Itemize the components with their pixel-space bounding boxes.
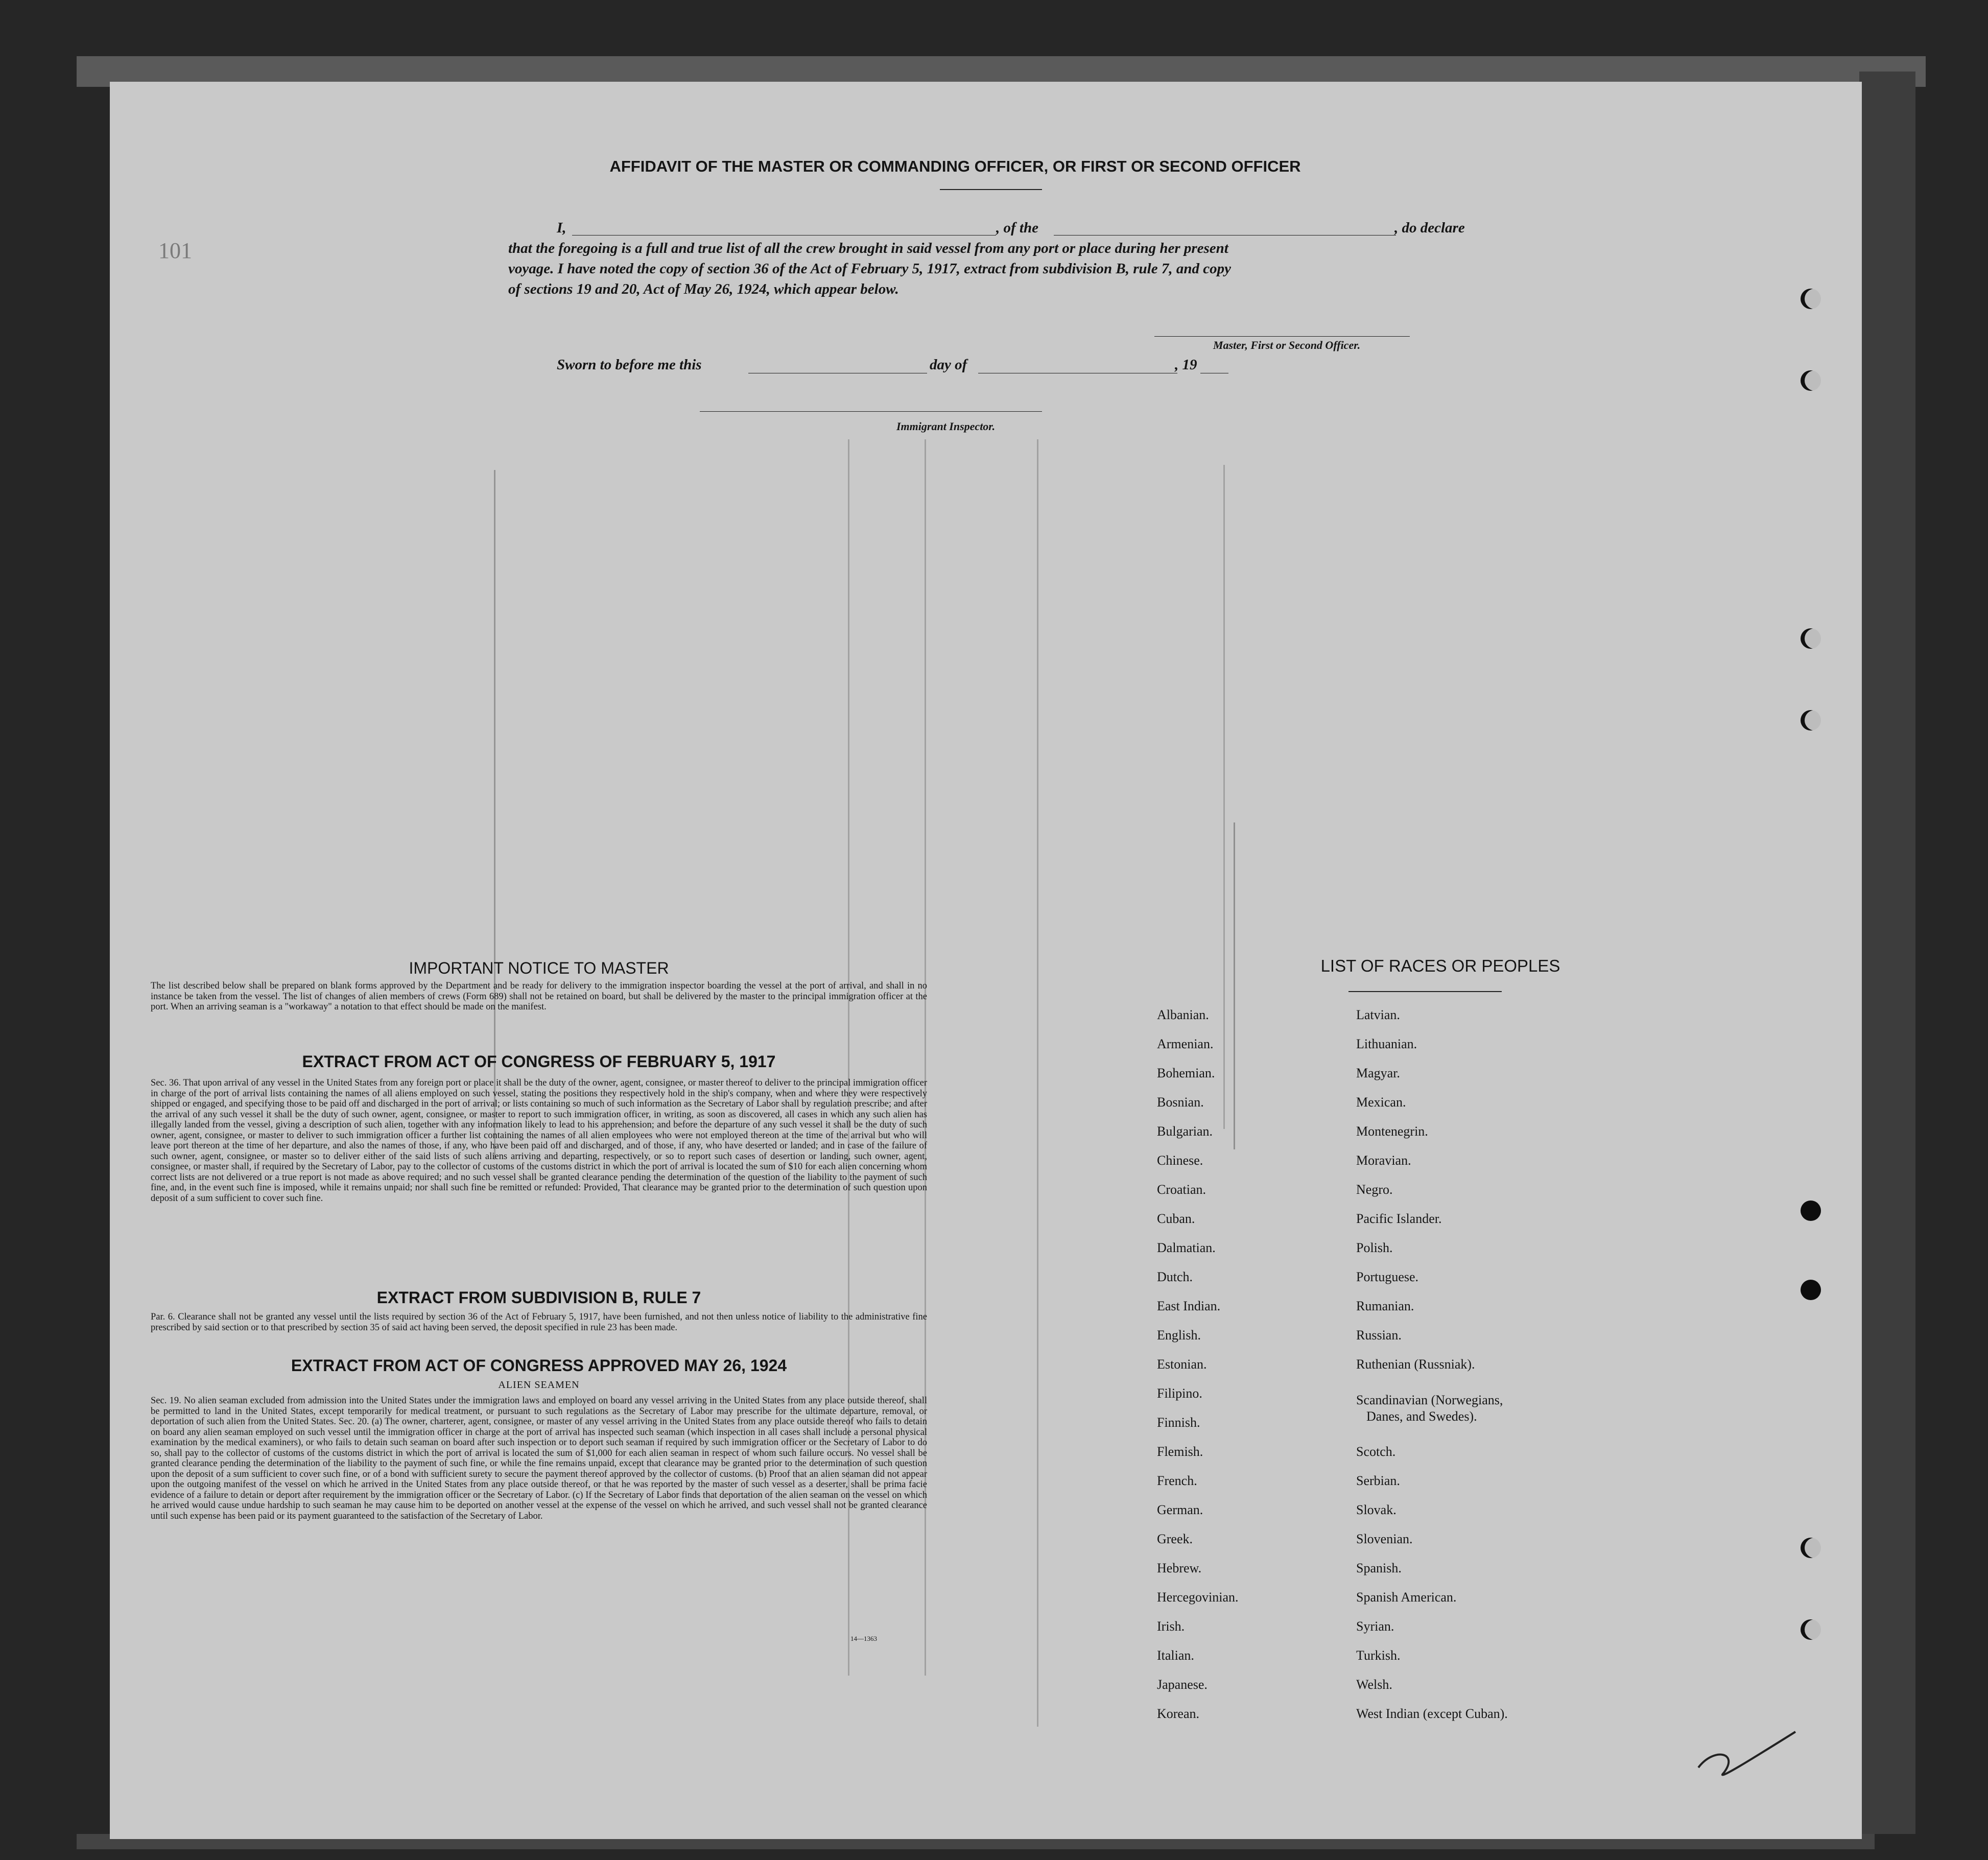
affidavit-prefix: I, [557,220,566,236]
race-item: Ruthenian (Russniak). [1356,1357,1475,1372]
bleed-through-rule [1037,439,1038,1727]
inspector-signature-line [700,411,1042,412]
race-item: Scandinavian (Norwegians, [1356,1393,1503,1407]
corner-scribble-icon [110,1624,135,1696]
affidavit-do-declare: , do declare [1394,220,1465,236]
subdivision-b-title: EXTRACT FROM SUBDIVISION B, RULE 7 [376,1288,701,1307]
race-item: Bulgarian. [1157,1124,1213,1139]
handwritten-mark-icon [1693,1716,1816,1788]
master-caption: Master, First or Second Officer. [1213,339,1361,351]
affidavit-line-3: voyage. I have noted the copy of section 36 of the Act of February 5, 1917, extract from subdivision B, rule 7, and copy [508,261,1231,277]
race-item: Pacific Islander. [1356,1211,1442,1226]
race-item: Albanian. [1157,1007,1209,1022]
punch-hole [1801,1200,1821,1221]
race-item: Welsh. [1356,1677,1392,1692]
race-item: German. [1157,1502,1203,1517]
race-item: Croatian. [1157,1182,1206,1197]
race-item: Russian. [1356,1328,1402,1343]
vessel-blank [1054,235,1396,236]
race-item: Bosnian. [1157,1095,1204,1110]
sworn-day-of: day of [930,357,967,373]
punch-hole [1801,289,1821,309]
extract-1924-text: Sec. 19. No alien seaman excluded from admission into the United States under the immigration laws and employed on board any vessel arriving in the United States from any place outside thereof, shall be permitted to land in the United States, except temporarily for medical treatment, or pursuant to such regulations as the Secretary of Labor may prescribe for the ultimate departure, removal, or deportation of such alien from the United States. Sec. 20. (a) The owner, charterer, agent, consignee, or master of any vessel arriving in the United States from any place outside thereof who fails to detain on board any alien seaman employed on such vessel until the immigration officer in charge at the port of arrival has inspected such seaman (which inspection in all cases shall include a personal physical examination by the medical examiners), or who fails to detain such seaman on board after such inspection or to deport such seaman if required by such immigration officer or the Secretary of Labor to do so, shall pay to the collector of customs of the customs district in which the port of arrival is located the sum of $1,000 for each alien seaman in respect of whom such failure occurs. No vessel shall be granted clearance pending the determination of the liability to the payment of such fine, or while the fine remains unpaid, except that clearance may be granted prior to the determination of such question upon the deposit of a sum sufficient to cover such fine, or of a bond with sufficient surety to secure the payment thereof approved by the collector of customs. (b) Proof that an alien seaman did not appear upon the outgoing manifest of the vessel on which he arrived in the United States from any place outside thereof, or that he was reported by the master of such vessel as a deserter, shall be prima facie evidence of a failure to detain or deport after requirement by the immigration officer or the Secretary of Labor. (c) If the Secretary of Labor finds that deportation of the alien seaman on the vessel on which he arrived would cause undue hardship to such seaman he may cause him to be deported on another vessel at the expense of the vessel on which he arrived, and such vessel shall not be granted clearance until such expense has been paid or its payment guaranteed to the satisfaction of the Secretary of Labor. [151,1396,927,1521]
margin-number: 101 [158,238,192,263]
race-item: Dalmatian. [1157,1240,1216,1255]
title-underline [940,189,1042,190]
race-item: Mexican. [1356,1095,1406,1110]
race-item: Scotch. [1356,1444,1396,1459]
race-item: Flemish. [1157,1444,1203,1459]
race-item: Turkish. [1356,1648,1401,1663]
bleed-through-rule [1223,465,1225,1129]
race-item: Dutch. [1157,1269,1193,1284]
affidavit-line-2: that the foregoing is a full and true list of all the crew brought in said vessel from any port or place during her present [508,240,1228,256]
race-item: Serbian. [1356,1473,1400,1488]
race-item: West Indian (except Cuban). [1356,1706,1508,1721]
race-item: Greek. [1157,1532,1193,1546]
extract-1917-text: Sec. 36. That upon arrival of any vessel in the United States from any foreign port or place it shall be the duty of the owner, agent, consignee, or master thereof to deliver to the principal immigration officer in charge of the port of arrival lists containing the names of all aliens employed on such vessel, stating the positions they respectively hold in the ship's company, when and where they were respectively shipped or engaged, and specifying those to be paid off and discharged in the port of arrival; or lists containing so much of such information as the Secretary of Labor shall by regulation prescribe; and after the arrival of any such vessel it shall be the duty of such owner, agent, consignee, or master to report to such immigration officer, in writing, as soon as discovered, all cases in which any such alien has illegally landed from the vessel, giving a description of such alien, together with any information likely to lead to his apprehension; and before the departure of any such vessel it shall be the duty of such owner, agent, consignee, or master to deliver to such immigration officer a further list containing the names of all alien employees who were not employed thereon at the time of the arrival but who will leave port thereon at the time of her departure, and also the names of those, if any, who have been paid off and discharged, and of those, if any, who have deserted or landed; and in case of the failure of such owner, agent, consignee, or master so to deliver either of the said lists of such aliens arriving and departing, respectively, or so to report such cases of desertion or landing, such owner, agent, consignee, or master shall, if required by the Secretary of Labor, pay to the collector of customs of the customs district in which the port of arrival is located the sum of $10 for each alien concerning whom correct lists are not delivered or a true report is not made as above required; and no such vessel shall be granted clearance pending the determination of the question of the liability to the payment of such fine, and, in the event such fine is imposed, while it remains unpaid; nor shall such fine be remitted or refunded: Provided, That clearance may be granted prior to the determination of such question upon deposit of a sum sufficient to cover such fine. [151,1078,927,1204]
race-item: English. [1157,1328,1201,1343]
race-item: Bohemian. [1157,1066,1215,1080]
extract-1917-title: EXTRACT FROM ACT OF CONGRESS OF FEBRUARY 5, 1917 [302,1052,776,1071]
race-item: Hercegovinian. [1157,1590,1239,1605]
race-item: East Indian. [1157,1299,1221,1313]
sworn-text: Sworn to before me this [557,357,702,373]
master-signature-line [1154,336,1410,337]
alien-seamen-subtitle: ALIEN SEAMEN [498,1379,580,1391]
race-item: Magyar. [1356,1066,1400,1080]
race-item: Japanese. [1157,1677,1208,1692]
race-item: Polish. [1356,1240,1393,1255]
race-item: Spanish. [1356,1561,1402,1575]
race-item: Chinese. [1157,1153,1203,1168]
margin-scribble-icon [1852,1390,1862,1471]
bleed-through-rule [1234,822,1235,1149]
race-item: Lithuanian. [1356,1037,1417,1051]
punch-hole [1801,628,1821,649]
races-title: LIST OF RACES OR PEOPLES [1320,956,1560,975]
punch-hole [1801,1538,1821,1558]
race-item: Moravian. [1356,1153,1411,1168]
affidavit-line-4: of sections 19 and 20, Act of May 26, 1924, which appear below. [508,281,899,297]
race-item: Cuban. [1157,1211,1195,1226]
extract-1924-title: EXTRACT FROM ACT OF CONGRESS APPROVED MAY 26, 1924 [291,1356,787,1375]
inspector-caption: Immigrant Inspector. [896,420,996,433]
affidavit-of-the: , of the [996,220,1038,236]
race-item: Korean. [1157,1706,1200,1721]
race-item: Armenian. [1157,1037,1214,1051]
document-page [110,82,1862,1839]
sworn-year: , 19 [1175,357,1197,373]
race-item: Portuguese. [1356,1269,1419,1284]
races-title-underline [1348,991,1502,992]
race-item: Slovenian. [1356,1532,1413,1546]
punch-hole [1801,370,1821,391]
form-number: 14—1363 [850,1635,877,1642]
race-item: Slovak. [1356,1502,1397,1517]
race-item: Rumanian. [1356,1299,1414,1313]
race-item: Negro. [1356,1182,1393,1197]
race-item: Syrian. [1356,1619,1394,1634]
race-item: Finnish. [1157,1415,1200,1430]
notice-text: The list described below shall be prepared on blank forms approved by the Department and be ready for delivery to the immigration inspector boarding the vessel at the port of arrival, and shall in no instance be taken from the vessel. The list of changes of alien members of crews (Form 689) shall not be retained on board, but shall be delivered by the master to the principal immigration officer at the port. When an arriving seaman is a "workaway" a notation to that effect should be made on the manifest. [151,981,927,1012]
name-blank [572,235,996,236]
punch-hole [1801,1619,1821,1640]
punch-hole [1801,1280,1821,1300]
race-item: Filipino. [1157,1386,1202,1401]
punch-hole [1801,710,1821,731]
race-item: Danes, and Swedes). [1366,1409,1477,1424]
race-item: Montenegrin. [1356,1124,1428,1139]
race-item: Irish. [1157,1619,1185,1634]
subdivision-b-text: Par. 6. Clearance shall not be granted any vessel until the lists required by section 36 of the Act of February 5, 1917, have been furnished, and not then unless notice of liability to the administrative fine prescribed by said section or to that prescribed by section 35 of said act having been served, the deposit specified in rule 23 has been made. [151,1312,927,1333]
race-item: French. [1157,1473,1197,1488]
race-item: Italian. [1157,1648,1194,1663]
affidavit-line-1 [557,220,566,237]
affidavit-title: AFFIDAVIT OF THE MASTER OR COMMANDING OFFICER, OR FIRST OR SECOND OFFICER [609,157,1301,175]
notice-title: IMPORTANT NOTICE TO MASTER [409,959,669,977]
race-item: Spanish American. [1356,1590,1457,1605]
paper-edge-right [1859,72,1915,1834]
race-item: Estonian. [1157,1357,1207,1372]
race-item: Hebrew. [1157,1561,1202,1575]
race-item: Latvian. [1356,1007,1400,1022]
